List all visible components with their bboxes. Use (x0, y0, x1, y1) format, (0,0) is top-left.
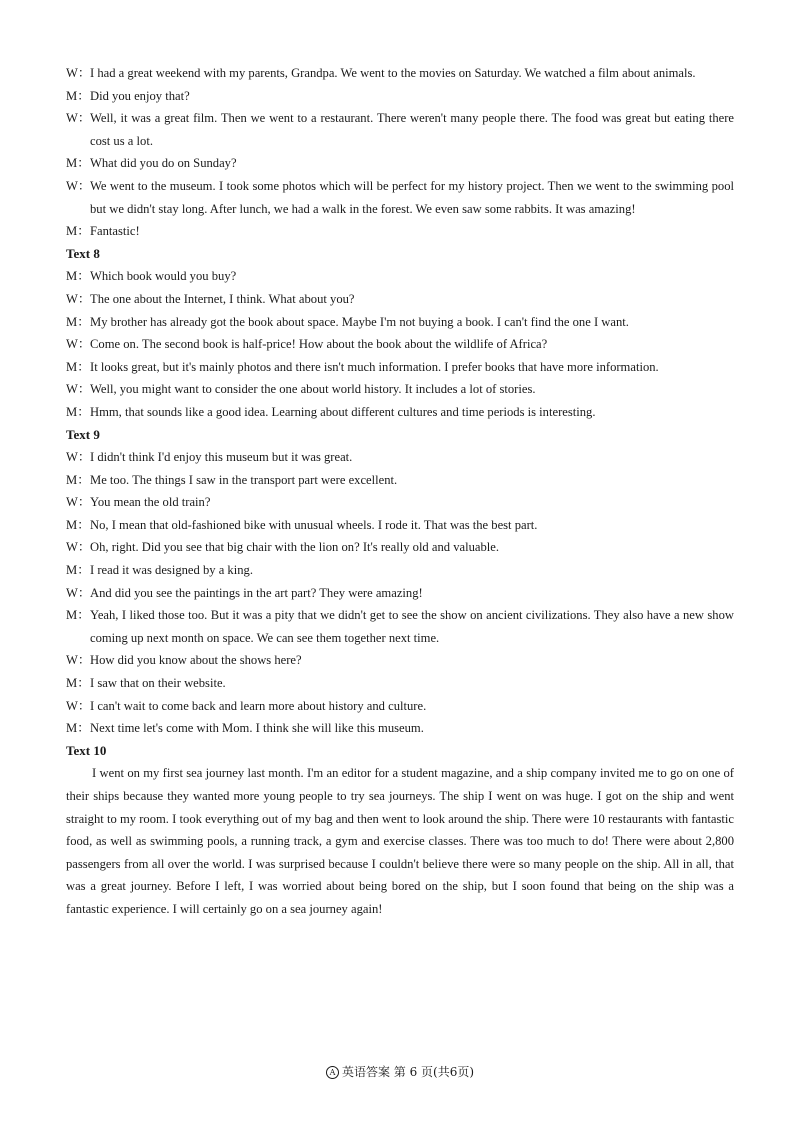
t9-heading: Text 9 (66, 426, 100, 442)
dialogue-line (66, 469, 734, 492)
dialogue-text: Oh, right. Did you see that big chair with the lion on? It's really old and valuable. (90, 540, 500, 555)
speaker-label: W： (66, 540, 91, 555)
speaker-label: M： (66, 224, 90, 239)
dialogue-line (66, 446, 734, 469)
dialogue-line (66, 333, 734, 356)
dialogue-text: Fantastic! (90, 224, 140, 239)
dialogue-text: No, I mean that old-fashioned bike with unusual wheels. I rode it. That was the best part. (90, 517, 538, 532)
dialogue-text: We went to the museum. I took some photos which will be perfect for my history project. Then we went to the swimming pool but we didn't stay long. After lunch, we had a walk in the forest. We even saw some rabbits. It was amazing! (90, 178, 734, 216)
dialogue-line (66, 378, 734, 401)
speaker-label: M： (66, 472, 90, 487)
dialogue-text: Which book would you buy? (90, 269, 237, 284)
speaker-label: M： (66, 721, 90, 736)
dialogue-line (66, 62, 734, 85)
dialogue-text: Well, it was a great film. Then we went to a restaurant. There weren't many people there. The food was great but eating there cost us a lot. (90, 111, 734, 148)
speaker-label: W： (66, 66, 91, 80)
speaker-label: M： (66, 314, 90, 329)
dialogue-line (66, 220, 734, 243)
dialogue-line (66, 356, 734, 379)
dialogue-text: Next time let's come with Mom. I think she will like this museum. (90, 721, 424, 736)
dialogue-line (66, 288, 734, 311)
footer-page-text: 英语答案 第 6 页(共6页) (341, 1065, 475, 1079)
speaker-label: M： (66, 563, 90, 578)
dialogue-text: You mean the old train? (90, 495, 211, 510)
dialogue-line (66, 85, 734, 108)
speaker-label: M： (66, 359, 90, 374)
dialogue-text: Me too. The things I saw in the transport part were excellent. (90, 472, 398, 487)
dialogue-line (66, 265, 734, 288)
dialogue-line (66, 559, 734, 582)
dialogue-text: And did you see the paintings in the art part? They were amazing! (90, 585, 423, 600)
dialogue-line (66, 536, 734, 559)
speaker-label: M： (66, 517, 90, 532)
dialogue-text: I can't wait to come back and learn more about history and culture. (90, 698, 427, 713)
version-badge-icon: A (326, 1066, 339, 1079)
speaker-label: W： (66, 585, 91, 600)
speaker-label: W： (66, 111, 91, 126)
dialogue-line (66, 491, 734, 514)
speaker-label: W： (66, 382, 91, 397)
page-footer (0, 1063, 800, 1080)
dialogue-line (66, 107, 734, 152)
dialogue-text: Yeah, I liked those too. But it was a pity that we didn't get to see the show on ancient civilizations. They also have a new show coming up next month on space. We can see them together next time. (90, 608, 734, 645)
dialogue-line (66, 717, 734, 740)
t8-heading: Text 8 (66, 245, 100, 261)
dialogue-text: How did you know about the shows here? (90, 653, 302, 668)
dialogue-section (66, 62, 734, 740)
dialogue-text: Well, you might want to consider the one about world history. It includes a lot of stories. (90, 382, 536, 397)
dialogue-text: I didn't think I'd enjoy this museum but it was great. (90, 450, 353, 465)
dialogue-text: Come on. The second book is half-price! How about the book about the wildlife of Africa? (90, 337, 548, 352)
dialogue-line (66, 582, 734, 605)
dialogue-line (66, 695, 734, 718)
dialogue-text: My brother has already got the book about space. Maybe I'm not buying a book. I can't find the one I want. (90, 314, 629, 329)
text10-heading: Text 10 (66, 742, 107, 758)
speaker-label: W： (66, 178, 91, 193)
answer-page (66, 62, 734, 921)
dialogue-line (66, 672, 734, 695)
speaker-label: M： (66, 404, 90, 419)
speaker-label: W： (66, 698, 91, 713)
speaker-label: M： (66, 269, 90, 284)
dialogue-text: What did you do on Sunday? (90, 156, 237, 171)
dialogue-line (66, 152, 734, 175)
speaker-label: M： (66, 88, 90, 103)
dialogue-text: The one about the Internet, I think. What about you? (90, 291, 355, 306)
dialogue-text: Hmm, that sounds like a good idea. Learning about different cultures and time periods is interesting. (90, 404, 596, 419)
speaker-label: W： (66, 653, 91, 668)
dialogue-line (66, 311, 734, 334)
dialogue-line (66, 401, 734, 424)
dialogue-line (66, 175, 734, 220)
speaker-label: W： (66, 450, 91, 465)
speaker-label: W： (66, 291, 91, 306)
speaker-label: M： (66, 156, 90, 171)
dialogue-text: I had a great weekend with my parents, Grandpa. We went to the movies on Saturday. We watched a film about animals. (90, 66, 696, 80)
speaker-label: W： (66, 337, 91, 352)
dialogue-text: I read it was designed by a king. (90, 563, 253, 578)
dialogue-text: Did you enjoy that? (90, 88, 190, 103)
dialogue-line (66, 514, 734, 537)
text10-paragraph: I went on my first sea journey last month. I'm an editor for a student magazine, and a ship company invited me to go on one of their ships because they wanted more young people to try sea journeys. The ship I went on was huge. I got on the ship and went straight to my room. I took everything out of my bag and then went to look around the ship. There were 10 restaurants with fantastic food, as well as swimming pools, a running track, a gym and exercise classes. There was too much to do! There were about 2,800 passengers from all over the world. I was surprised because I couldn't believe there were so many people on the ship. All in all, that was a great journey. Before I left, I was worried about being bored on the ship, but I soon found that being on the ship was a fantastic experience. I will certainly go on a sea journey again! (66, 766, 734, 916)
dialogue-line (66, 604, 734, 649)
speaker-label: W： (66, 495, 91, 510)
speaker-label: M： (66, 676, 90, 691)
dialogue-line (66, 649, 734, 672)
speaker-label: M： (66, 608, 90, 623)
dialogue-text: It looks great, but it's mainly photos and there isn't much information. I prefer books that have more information. (90, 359, 659, 374)
dialogue-text: I saw that on their website. (90, 676, 226, 691)
